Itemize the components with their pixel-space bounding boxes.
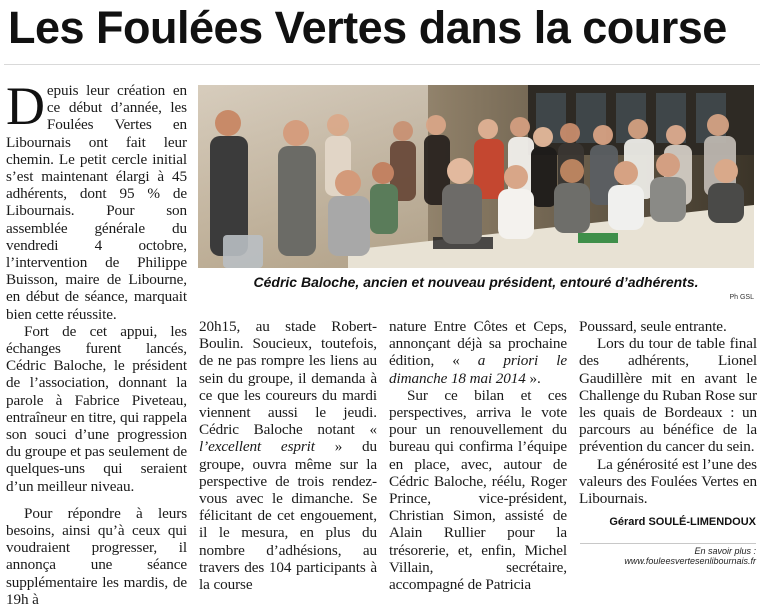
article-column-1 [6,76,187,608]
article-column-2 [199,318,377,593]
paragraph-4 [199,318,377,593]
headline-rule [4,64,760,65]
group-photo-image [198,85,754,268]
paragraph-5 [389,318,567,387]
paragraph-4-part-1: 20h15, au stade Robert-Boulin. Soucieux, toutefois, de ne pas rompre les liens au sein du groupe, il demanda à ce que les coureurs du mardi viennent aussi le jeudi. Cédric Baloche notant « [199,318,377,439]
paragraph-9: La générosité est l’une des valeurs des Foulées Vertes en Libournais. [579,455,757,508]
paragraph-1 [6,76,187,323]
website-link[interactable]: www.fouleesvertesenlibournais.fr [624,556,756,566]
paragraph-6: Sur ce bilan et ces perspectives, arriva le vote pour un renouvellement du bureau qui confirma l’équipe en place, avec, autour de Cédric Baloche, réélu, Roger Prince, vice-président, Christian Simon, assisté de Alain Rullier pour la trésorerie, et, enfin, Michel Villain, secrétaire, accompagné de Patricia [389,386,567,594]
author-signature: Gérard SOULÉ-LIMENDOUX [609,516,756,528]
paragraph-8: Lors du tour de table final des adhérents, Lionel Gaudillère mit en avant le Challenge du Ruban Rose sur les quais de Bordeaux : un parcours au bénéfice de la prévention du cancer du sein. [579,335,757,456]
paragraph-3: Pour répondre à leurs besoins, ainsi qu’à ceux qui voudraient progresser, il annonça une séance supplémentaire les mardis, de 19h à [6,504,187,608]
photo-caption: Cédric Baloche, ancien et nouveau président, entouré d’adhérents. [253,274,699,290]
paragraph-7: Poussard, seule entrante. [579,318,727,335]
paragraph-5-part-2: ». [525,369,541,387]
article-column-4 [579,318,757,507]
website-note [580,543,756,566]
article-column-3 [389,318,567,593]
group-photo [198,85,754,268]
paragraph-5-part-1: nature Entre Côtes et Ceps, annonçant déjà sa prochaine édition, « [389,318,567,370]
paragraph-1-text: epuis leur création en ce début d’année, les Foulées Vertes en Libournais ont fait leur chemin. Le petit cercle initial s’est maintenant élargi à 45 adhérents, dont 95 % de Libournais. Pour son assemblée générale du vendredi 4 octobre, l’intervention de Philippe Buisson, maire de Libourne, en début de séance, marquait bien cette réussite. [6,82,187,323]
paragraph-2: Fort de cet appui, les échanges furent lancés, Cédric Baloche, le président de l’association, donnant la parole à Fabrice Piveteau, entraîneur en titre, qui rappela son souci d’une progression du groupe et pas seulement de quelques-uns qui seraient d’un meilleur niveau. [6,322,187,495]
photo-credit: Ph GSL [729,294,754,301]
paragraph-4-quote: l’excellent esprit [199,438,315,456]
paragraph-4-part-2: » du groupe, ouvra même sur la perspective de trois rendez-vous avec le dimanche. Se félicitant de cet engouement, il le mesura, en plus du nombre d’adhésions, au travers des 104 participants à la course [199,438,377,594]
drop-cap: D [6,76,45,136]
website-label: En savoir plus : [694,546,756,556]
paragraph-5-quote: a priori le dimanche 18 mai 2014 [389,352,567,387]
headline: Les Foulées Vertes dans la course [8,2,727,53]
